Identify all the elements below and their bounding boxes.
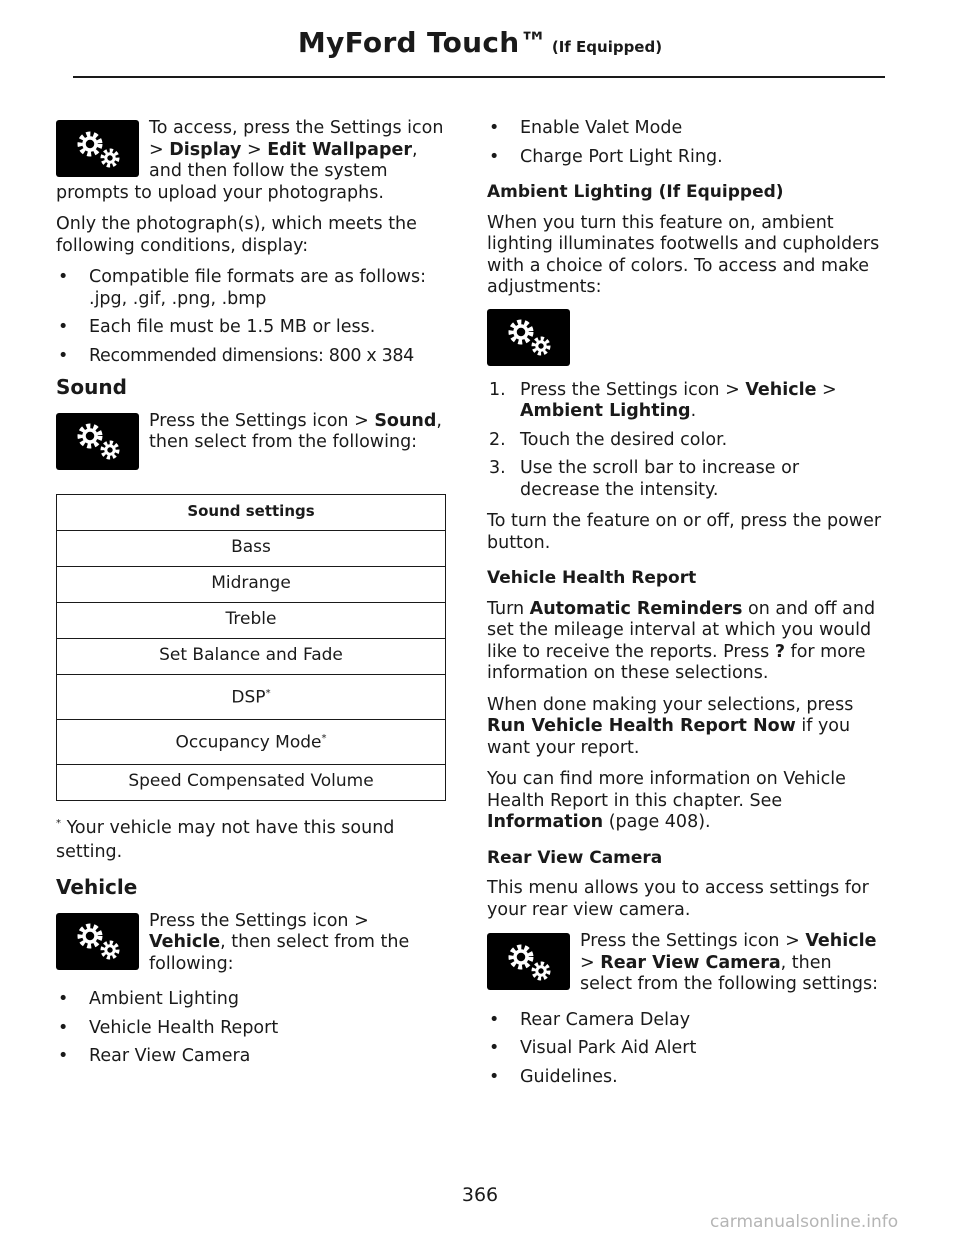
list-item: • Each file must be 1.5 MB or less. [58, 317, 376, 337]
sound-heading: Sound [56, 375, 127, 399]
watermark: carmanualsonline.info [710, 1212, 899, 1232]
table-row: Speed Compensated Volume [57, 764, 446, 800]
rvc-text: This menu allows you to access settings for your rear view camera. [487, 878, 869, 920]
list-item: • Vehicle Health Report [58, 1017, 279, 1038]
rvc-press-text: Press the Settings icon > Vehicle > Rear View Camera, then select from the following settings: [487, 931, 882, 996]
vhr-text-1: Turn Automatic Reminders on and off and set the mileage interval at which you would like to receive the reports. Press ? for more information on these selections. [487, 598, 876, 683]
sound-settings-table [56, 494, 446, 801]
sound-text: Press the Settings icon > Sound, then select from the following: [56, 411, 448, 454]
page-header [0, 26, 960, 59]
conditions-intro: Only the photograph(s), which meets the following conditions, display: [56, 214, 417, 256]
list-item: 1. Press the Settings icon > Vehicle > Ambient Lighting. [489, 379, 837, 421]
table-row: Occupancy Mode* [57, 719, 446, 764]
list-item: 2. Touch the desired color. [489, 429, 728, 450]
list-item: • Compatible file formats are as follows: .jpg, .gif, .png, .bmp [58, 267, 427, 309]
wallpaper-access-text: To access, press the Settings icon > Display > Edit Wallpaper, and then follow the system prompts to upload your photographs. [56, 118, 444, 203]
ambient-lighting-text: When you turn this feature on, ambient lighting illuminates footwells and cupholders with a choice of colors. To access and make adjustments: [487, 212, 880, 297]
list-item: • Ambient Lighting [58, 989, 240, 1010]
list-item: • Charge Port Light Ring. [489, 146, 723, 167]
vehicle-heading: Vehicle [56, 875, 138, 900]
settings-icon [487, 309, 570, 366]
rear-view-camera-heading: Rear View Camera [487, 847, 663, 868]
list-item: • Rear Camera Delay [489, 1009, 691, 1030]
vehicle-list [56, 989, 448, 1068]
table-row: Midrange [57, 566, 446, 602]
vehicle-list-continued [487, 118, 882, 168]
list-item: • Recommended dimensions: 800 x 384 [58, 345, 414, 366]
ambient-steps [487, 380, 882, 502]
settings-icon [56, 913, 139, 970]
power-text: To turn the feature on or off, press the power button. [487, 511, 882, 553]
list-item: • Enable Valet Mode [489, 118, 683, 138]
table-row: Bass [57, 530, 446, 566]
list-item: • Rear View Camera [58, 1046, 251, 1067]
rvc-list [487, 1010, 882, 1089]
footnote: * Your vehicle may not have this sound setting. [56, 817, 395, 863]
table-row: Set Balance and Fade [57, 638, 446, 674]
list-item: 3. Use the scroll bar to increase or decrease the intensity. [489, 458, 800, 500]
page-number: 366 [461, 1184, 499, 1206]
header-rule [73, 76, 885, 78]
settings-icon [56, 413, 139, 470]
settings-icon [56, 120, 139, 177]
vhr-text-2: When done making your selections, press Run Vehicle Health Report Now if you want your report. [487, 694, 854, 758]
left-column [56, 118, 448, 1078]
table-row: DSP* [57, 674, 446, 719]
settings-icon [487, 933, 570, 990]
table-row: Treble [57, 602, 446, 638]
table-header: Sound settings [57, 494, 446, 530]
vhr-text-3: You can find more information on Vehicle Health Report in this chapter. See Information (page 408). [487, 769, 846, 832]
list-item: • Guidelines. [489, 1066, 618, 1087]
page-subtitle: (If Equipped) [551, 38, 663, 56]
right-column [487, 118, 882, 1098]
vehicle-text: Press the Settings icon > Vehicle, then select from the following: [56, 911, 448, 976]
vehicle-health-report-heading: Vehicle Health Report [487, 568, 697, 588]
page-title: MyFord Touch™ [297, 26, 548, 59]
ambient-lighting-heading: Ambient Lighting (If Equipped) [487, 182, 784, 202]
conditions-list [56, 267, 448, 367]
list-item: • Visual Park Aid Alert [489, 1038, 697, 1058]
